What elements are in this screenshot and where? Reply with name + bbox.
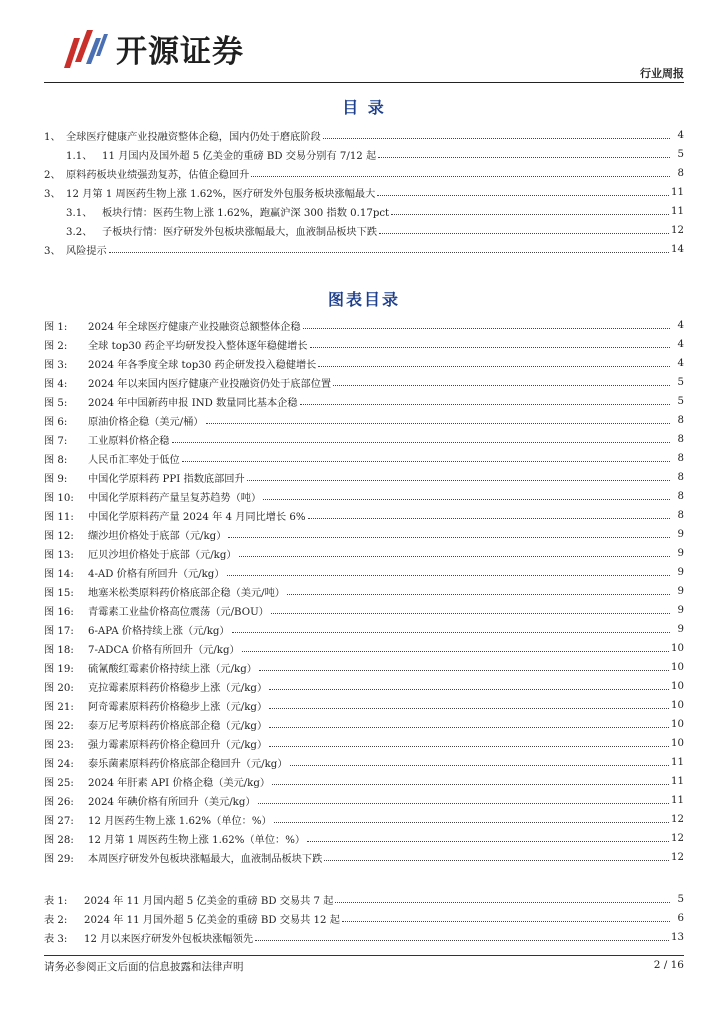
dot-leader [308,518,670,519]
dot-leader [251,176,670,177]
dot-leader [269,708,669,709]
dot-leader [242,651,669,652]
entry-number: 图 19: [44,664,74,675]
toc-entry-page: 14 [671,244,684,255]
entry-number: 图 2: [44,341,68,352]
entry-text: 全球 top30 药企平均研发投入整体逐年稳健增长 [88,341,308,352]
dot-leader [269,727,669,728]
entry-page: 12 [671,833,684,844]
dot-leader [335,902,670,903]
toc-entry-number: 3、 [44,246,61,257]
entry-text: 2024 年碘价格有所回升（美元/kg） [88,797,256,808]
dot-leader [287,594,670,595]
entry-page: 4 [677,358,684,369]
dot-leader [323,138,670,139]
toc-entry-text: 11 月国内及国外超 5 亿美金的重磅 BD 交易分别有 7/12 起 [102,151,377,162]
dot-leader [342,921,670,922]
entry-text: 厄贝沙坦价格处于底部（元/kg） [88,550,237,561]
entry-text: 中国化学原料药 PPI 指数底部回升 [88,474,245,485]
entry-text: 人民币汇率处于低位 [88,455,180,466]
entry-text: 2024 年各季度全球 top30 药企研发投入稳健增长 [88,360,317,371]
entry-number: 图 14: [44,569,74,580]
figure-entry[interactable] [44,812,684,827]
toc-entry[interactable] [44,166,684,181]
entry-number: 图 9: [44,474,68,485]
dot-leader [228,537,670,538]
entry-page: 10 [671,643,684,654]
header-divider [44,82,684,83]
figure-entry[interactable] [44,489,684,504]
toc-entry-text: 风险提示 [66,246,107,257]
entry-number: 表 1: [44,896,68,907]
entry-text: 缬沙坦价格处于底部（元/kg） [88,531,227,542]
entry-page: 8 [677,415,684,426]
entry-text: 12 月以来医疗研发外包板块涨幅领先 [84,934,254,945]
entry-text: 地塞米松类原料药价格底部企稳（美元/吨） [88,588,285,599]
entry-text: 12 月医药生物上涨 1.62%（单位：%） [88,816,272,827]
dot-leader [300,404,670,405]
figure-entry[interactable] [44,356,684,371]
entry-page: 5 [677,894,684,905]
figure-entry[interactable] [44,375,684,390]
entry-page: 10 [671,700,684,711]
dot-leader [239,556,670,557]
entry-text: 12 月第 1 周医药生物上涨 1.62%（单位：%） [88,835,306,846]
table-entry[interactable] [44,911,684,926]
entry-page: 12 [671,814,684,825]
table-entry[interactable] [44,892,684,907]
dot-leader [274,822,669,823]
toc-entry-page: 12 [671,225,684,236]
entry-text: 2024 年全球医疗健康产业投融资总额整体企稳 [88,322,301,333]
toc-entry-number: 3.2、 [66,227,93,238]
entry-number: 图 3: [44,360,68,371]
entry-number: 图 13: [44,550,74,561]
logo-text: 开源证券 [116,33,244,70]
entry-number: 图 21: [44,702,74,713]
figure-entry[interactable] [44,451,684,466]
entry-number: 表 2: [44,915,68,926]
figure-entry[interactable] [44,337,684,352]
page-header [44,12,684,82]
figure-entry[interactable] [44,508,684,523]
entry-text: 4-AD 价格有所回升（元/kg） [88,569,225,580]
entry-text: 克拉霉素原料药价格稳步上涨（元/kg） [88,683,268,694]
company-logo [60,22,320,74]
entry-page: 10 [671,662,684,673]
figure-entry[interactable] [44,622,684,637]
entry-number: 图 11: [44,512,74,523]
entry-text: 7-ADCA 价格有所回升（元/kg） [88,645,240,656]
table-entry[interactable] [44,930,684,945]
dot-leader [269,689,669,690]
entry-number: 图 20: [44,683,74,694]
dot-leader [263,499,670,500]
toc-entry[interactable] [66,204,684,219]
dot-leader [391,214,669,215]
figure-entry[interactable] [44,527,684,542]
entry-page: 11 [671,795,684,806]
entry-number: 图 23: [44,740,74,751]
entry-number: 图 29: [44,854,74,865]
entry-page: 5 [677,377,684,388]
figure-entry[interactable] [44,584,684,599]
figures-toc-title: 图表目录 [327,290,400,309]
figure-entry[interactable] [44,546,684,561]
dot-leader [310,347,670,348]
entry-text: 原油价格企稳（美元/桶） [88,417,204,428]
entry-page: 10 [671,738,684,749]
figure-entry[interactable] [44,470,684,485]
entry-text: 中国化学原料药产量 2024 年 4 月同比增长 6% [88,512,306,523]
entry-page: 9 [677,586,684,597]
entry-number: 图 28: [44,835,74,846]
figure-entry[interactable] [44,850,684,865]
entry-page: 10 [671,719,684,730]
toc-entry-page: 11 [671,206,684,217]
entry-number: 图 27: [44,816,74,827]
entry-number: 图 26: [44,797,74,808]
entry-text: 6-APA 价格持续上涨（元/kg） [88,626,230,637]
figure-entry[interactable] [44,831,684,846]
figure-entry[interactable] [44,432,684,447]
figure-entry[interactable] [44,755,684,770]
toc-entry[interactable] [44,185,684,200]
entry-text: 工业原料价格企稳 [88,436,170,447]
figure-entry[interactable] [44,565,684,580]
toc-entry-text: 板块行情：医药生物上涨 1.62%，跑赢沪深 300 指数 0.17pct [102,208,390,219]
figure-entry[interactable] [44,698,684,713]
dot-leader [227,575,670,576]
toc-entry-number: 3.1、 [66,208,93,219]
dot-leader [269,746,669,747]
toc-entry-page: 4 [677,130,684,141]
entry-text: 泰乐菌素原料药价格底部企稳回升（元/kg） [88,759,288,770]
entry-number: 图 12: [44,531,74,542]
entry-number: 图 4: [44,379,68,390]
toc-entry[interactable] [44,242,684,257]
entry-number: 图 24: [44,759,74,770]
entry-text: 强力霉素原料药价格企稳回升（元/kg） [88,740,268,751]
entry-number: 图 1: [44,322,68,333]
logo-mark-icon [60,24,110,72]
footer-divider [44,955,684,956]
entry-text: 阿奇霉素原料药价格稳步上涨（元/kg） [88,702,268,713]
toc-entry-text: 全球医疗健康产业投融资整体企稳，国内仍处于磨底阶段 [66,132,321,143]
entry-page: 12 [671,852,684,863]
toc-entry-number: 3、 [44,189,61,200]
figure-entry[interactable] [44,717,684,732]
dot-leader [290,765,670,766]
figure-entry[interactable] [44,394,684,409]
entry-page: 11 [671,776,684,787]
toc-entry-page: 8 [677,168,684,179]
entry-text: 泰万尼考原料药价格底部企稳（元/kg） [88,721,268,732]
entry-number: 图 5: [44,398,68,409]
toc-title: 目 录 [342,98,386,117]
entry-page: 10 [671,681,684,692]
entry-number: 图 8: [44,455,68,466]
entry-number: 图 16: [44,607,74,618]
dot-leader [259,670,669,671]
dot-leader [206,423,671,424]
toc-entry-text: 12 月第 1 周医药生物上涨 1.62%，医疗研发外包服务板块涨幅最大 [66,189,376,200]
entry-number: 表 3: [44,934,68,945]
entry-number: 图 22: [44,721,74,732]
dot-leader [303,328,670,329]
dot-leader [379,233,669,234]
report-type-label: 行业周报 [640,67,684,80]
dot-leader [333,385,670,386]
figure-entry[interactable] [44,736,684,751]
figure-entry[interactable] [44,660,684,675]
dot-leader [318,366,670,367]
page-indicator: 2 / 16 [653,959,684,971]
entry-page: 9 [677,548,684,559]
dot-leader [324,860,669,861]
entry-text: 青霉素工业盐价格高位震荡（元/BOU） [88,607,269,618]
entry-page: 8 [677,491,684,502]
toc-entry-page: 5 [677,149,684,160]
dot-leader [109,252,669,253]
toc-entry-text: 子板块行情：医疗研发外包板块涨幅最大，血液制品板块下跌 [102,227,378,238]
entry-page: 9 [677,605,684,616]
entry-text: 硫氰酸红霉素价格持续上涨（元/kg） [88,664,257,675]
dot-leader [247,480,670,481]
entry-number: 图 7: [44,436,68,447]
figure-entry[interactable] [44,603,684,618]
entry-page: 6 [677,913,684,924]
entry-page: 11 [671,757,684,768]
dot-leader [307,841,669,842]
entry-page: 4 [677,339,684,350]
toc-entry[interactable] [66,223,684,238]
entry-text: 2024 年肝素 API 价格企稳（美元/kg） [88,778,271,789]
dot-leader [172,442,671,443]
toc-entry[interactable] [66,147,684,162]
dot-leader [271,613,670,614]
entry-page: 9 [677,624,684,635]
entry-text: 2024 年 11 月国内超 5 亿美金的重磅 BD 交易共 7 起 [84,896,334,907]
toc-entry-number: 2、 [44,170,61,181]
dot-leader [377,195,669,196]
dot-leader [182,461,670,462]
figure-entry[interactable] [44,413,684,428]
entry-text: 本周医疗研发外包板块涨幅最大，血液制品板块下跌 [88,854,323,865]
dot-leader [255,940,669,941]
entry-number: 图 6: [44,417,68,428]
entry-page: 9 [677,529,684,540]
entry-page: 8 [677,472,684,483]
dot-leader [232,632,670,633]
toc-entry-page: 11 [671,187,684,198]
figure-entry[interactable] [44,679,684,694]
entry-page: 13 [671,932,684,943]
entry-number: 图 17: [44,626,74,637]
entry-page: 8 [677,453,684,464]
toc-entry-text: 原料药板块业绩强劲复苏，估值企稳回升 [66,170,250,181]
entry-number: 图 15: [44,588,74,599]
figure-entry[interactable] [44,641,684,656]
toc-entry-number: 1.1、 [66,151,93,162]
entry-page: 4 [677,320,684,331]
entry-page: 9 [677,567,684,578]
dot-leader [378,157,670,158]
dot-leader [258,803,669,804]
figure-entry[interactable] [44,318,684,333]
disclaimer-text: 请务必参阅正文后面的信息披露和法律声明 [44,961,244,973]
figure-entry[interactable] [44,793,684,808]
toc-entry[interactable] [44,128,684,143]
entry-number: 图 18: [44,645,74,656]
entry-text: 2024 年以来国内医疗健康产业投融资仍处于底部位置 [88,379,332,390]
toc-entry-number: 1、 [44,132,61,143]
entry-text: 2024 年 11 月国外超 5 亿美金的重磅 BD 交易共 12 起 [84,915,340,926]
figure-entry[interactable] [44,774,684,789]
entry-page: 5 [677,396,684,407]
entry-page: 8 [677,434,684,445]
entry-page: 8 [677,510,684,521]
dot-leader [272,784,669,785]
entry-text: 2024 年中国新药申报 IND 数量同比基本企稳 [88,398,298,409]
entry-number: 图 10: [44,493,74,504]
entry-number: 图 25: [44,778,74,789]
entry-text: 中国化学原料药产量呈复苏趋势（吨） [88,493,262,504]
